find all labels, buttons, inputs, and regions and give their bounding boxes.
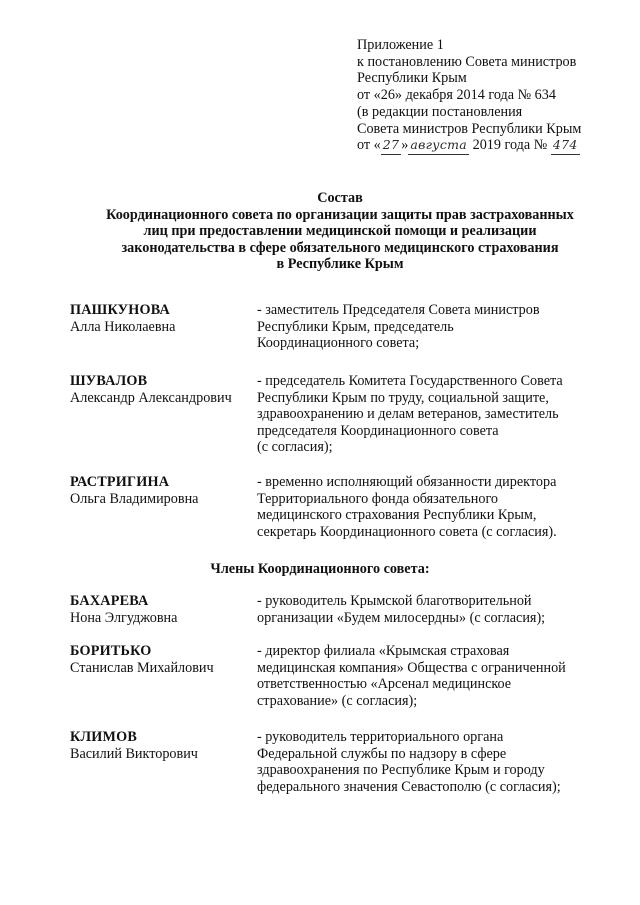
handwritten-day: 27 — [381, 137, 402, 155]
heading-line: Координационного совета по организации защиты прав застрахованных — [106, 206, 574, 223]
role-line: организации «Будем милосердны» (с согласия); — [257, 609, 546, 626]
role-line: федерального значения Севастополю (с согласия); — [257, 778, 561, 795]
role-line: здравоохранения по Республике Крым и городу — [257, 762, 545, 779]
member-given-name: Алла Николаевна — [70, 318, 176, 335]
member-given-name: Станислав Михайлович — [70, 659, 214, 676]
role-line: Территориального фонда обязательного — [257, 490, 499, 507]
handwritten-month: августа — [408, 137, 469, 155]
member-name — [70, 474, 260, 507]
appendix-line: Совета министров Республики Крым — [357, 120, 582, 137]
member-given-name: Александр Александрович — [70, 389, 232, 406]
member-name — [70, 729, 260, 762]
heading-line: лиц при предоставлении медицинской помощи и реализации — [143, 223, 537, 240]
document-heading — [60, 190, 620, 273]
date-sep: » — [401, 137, 409, 154]
member-surname: ШУВАЛОВ — [70, 373, 148, 389]
member-surname: КЛИМОВ — [70, 729, 137, 745]
member-name — [70, 643, 260, 676]
role-line: медицинская компания» Общества с ограниченной — [257, 659, 566, 676]
appendix-block — [357, 37, 627, 155]
member-role — [257, 729, 602, 795]
member-role — [257, 593, 602, 626]
heading-line: Состав — [317, 190, 363, 206]
role-line: секретарь Координационного совета (с согласия). — [257, 523, 557, 540]
member-name — [70, 373, 260, 406]
role-line: - директор филиала «Крымская страховая — [257, 643, 510, 659]
appendix-line: к постановлению Совета министров — [357, 53, 577, 70]
member-role — [257, 474, 602, 540]
role-line: - заместитель Председателя Совета министров — [257, 302, 540, 318]
role-line: (с согласия); — [257, 439, 333, 456]
role-line: председателя Координационного совета — [257, 422, 499, 439]
member-role — [257, 643, 602, 709]
role-line: Республики Крым, председатель — [257, 318, 454, 335]
role-line: Координационного совета; — [257, 335, 420, 352]
date-prefix: от « — [357, 137, 381, 154]
role-line: медицинского страхования Республики Крым, — [257, 507, 537, 524]
role-line: здравоохранению и делам ветеранов, заместитель — [257, 406, 559, 423]
appendix-line: (в редакции постановления — [357, 103, 523, 120]
role-line: страхование» (с согласия); — [257, 692, 418, 709]
member-given-name: Ольга Владимировна — [70, 490, 199, 507]
role-line: - руководитель территориального органа — [257, 729, 504, 745]
heading-line: законодательства в сфере обязательного медицинского страхования — [121, 239, 559, 256]
member-surname: БОРИТЬКО — [70, 643, 152, 659]
heading-line: в Республике Крым — [276, 256, 404, 273]
role-line: - руководитель Крымской благотворительной — [257, 593, 532, 609]
member-given-name: Нона Элгуджовна — [70, 609, 178, 626]
member-surname: ПАШКУНОВА — [70, 302, 170, 318]
date-middle: 2019 года № — [469, 137, 551, 154]
member-name — [70, 302, 260, 335]
member-given-name: Василий Викторович — [70, 745, 198, 762]
members-heading: Члены Координационного совета: — [210, 561, 430, 577]
member-name — [70, 593, 260, 626]
role-line: Федеральной службы по надзору в сфере — [257, 745, 507, 762]
role-line: Республики Крым по труду, социальной защите, — [257, 389, 549, 406]
appendix-line: Республики Крым — [357, 70, 467, 87]
member-role — [257, 373, 602, 456]
appendix-date-line — [357, 137, 627, 155]
member-surname: РАСТРИГИНА — [70, 474, 170, 490]
member-role — [257, 302, 602, 352]
appendix-line: от «26» декабря 2014 года № 634 — [357, 87, 556, 104]
role-line: - председатель Комитета Государственного Совета — [257, 373, 563, 389]
role-line: - временно исполняющий обязанности директора — [257, 474, 557, 490]
role-line: ответственностью «Арсенал медицинское — [257, 676, 512, 693]
appendix-line: Приложение 1 — [357, 37, 444, 53]
member-surname: БАХАРЕВА — [70, 593, 149, 609]
handwritten-number: 474 — [551, 137, 580, 155]
